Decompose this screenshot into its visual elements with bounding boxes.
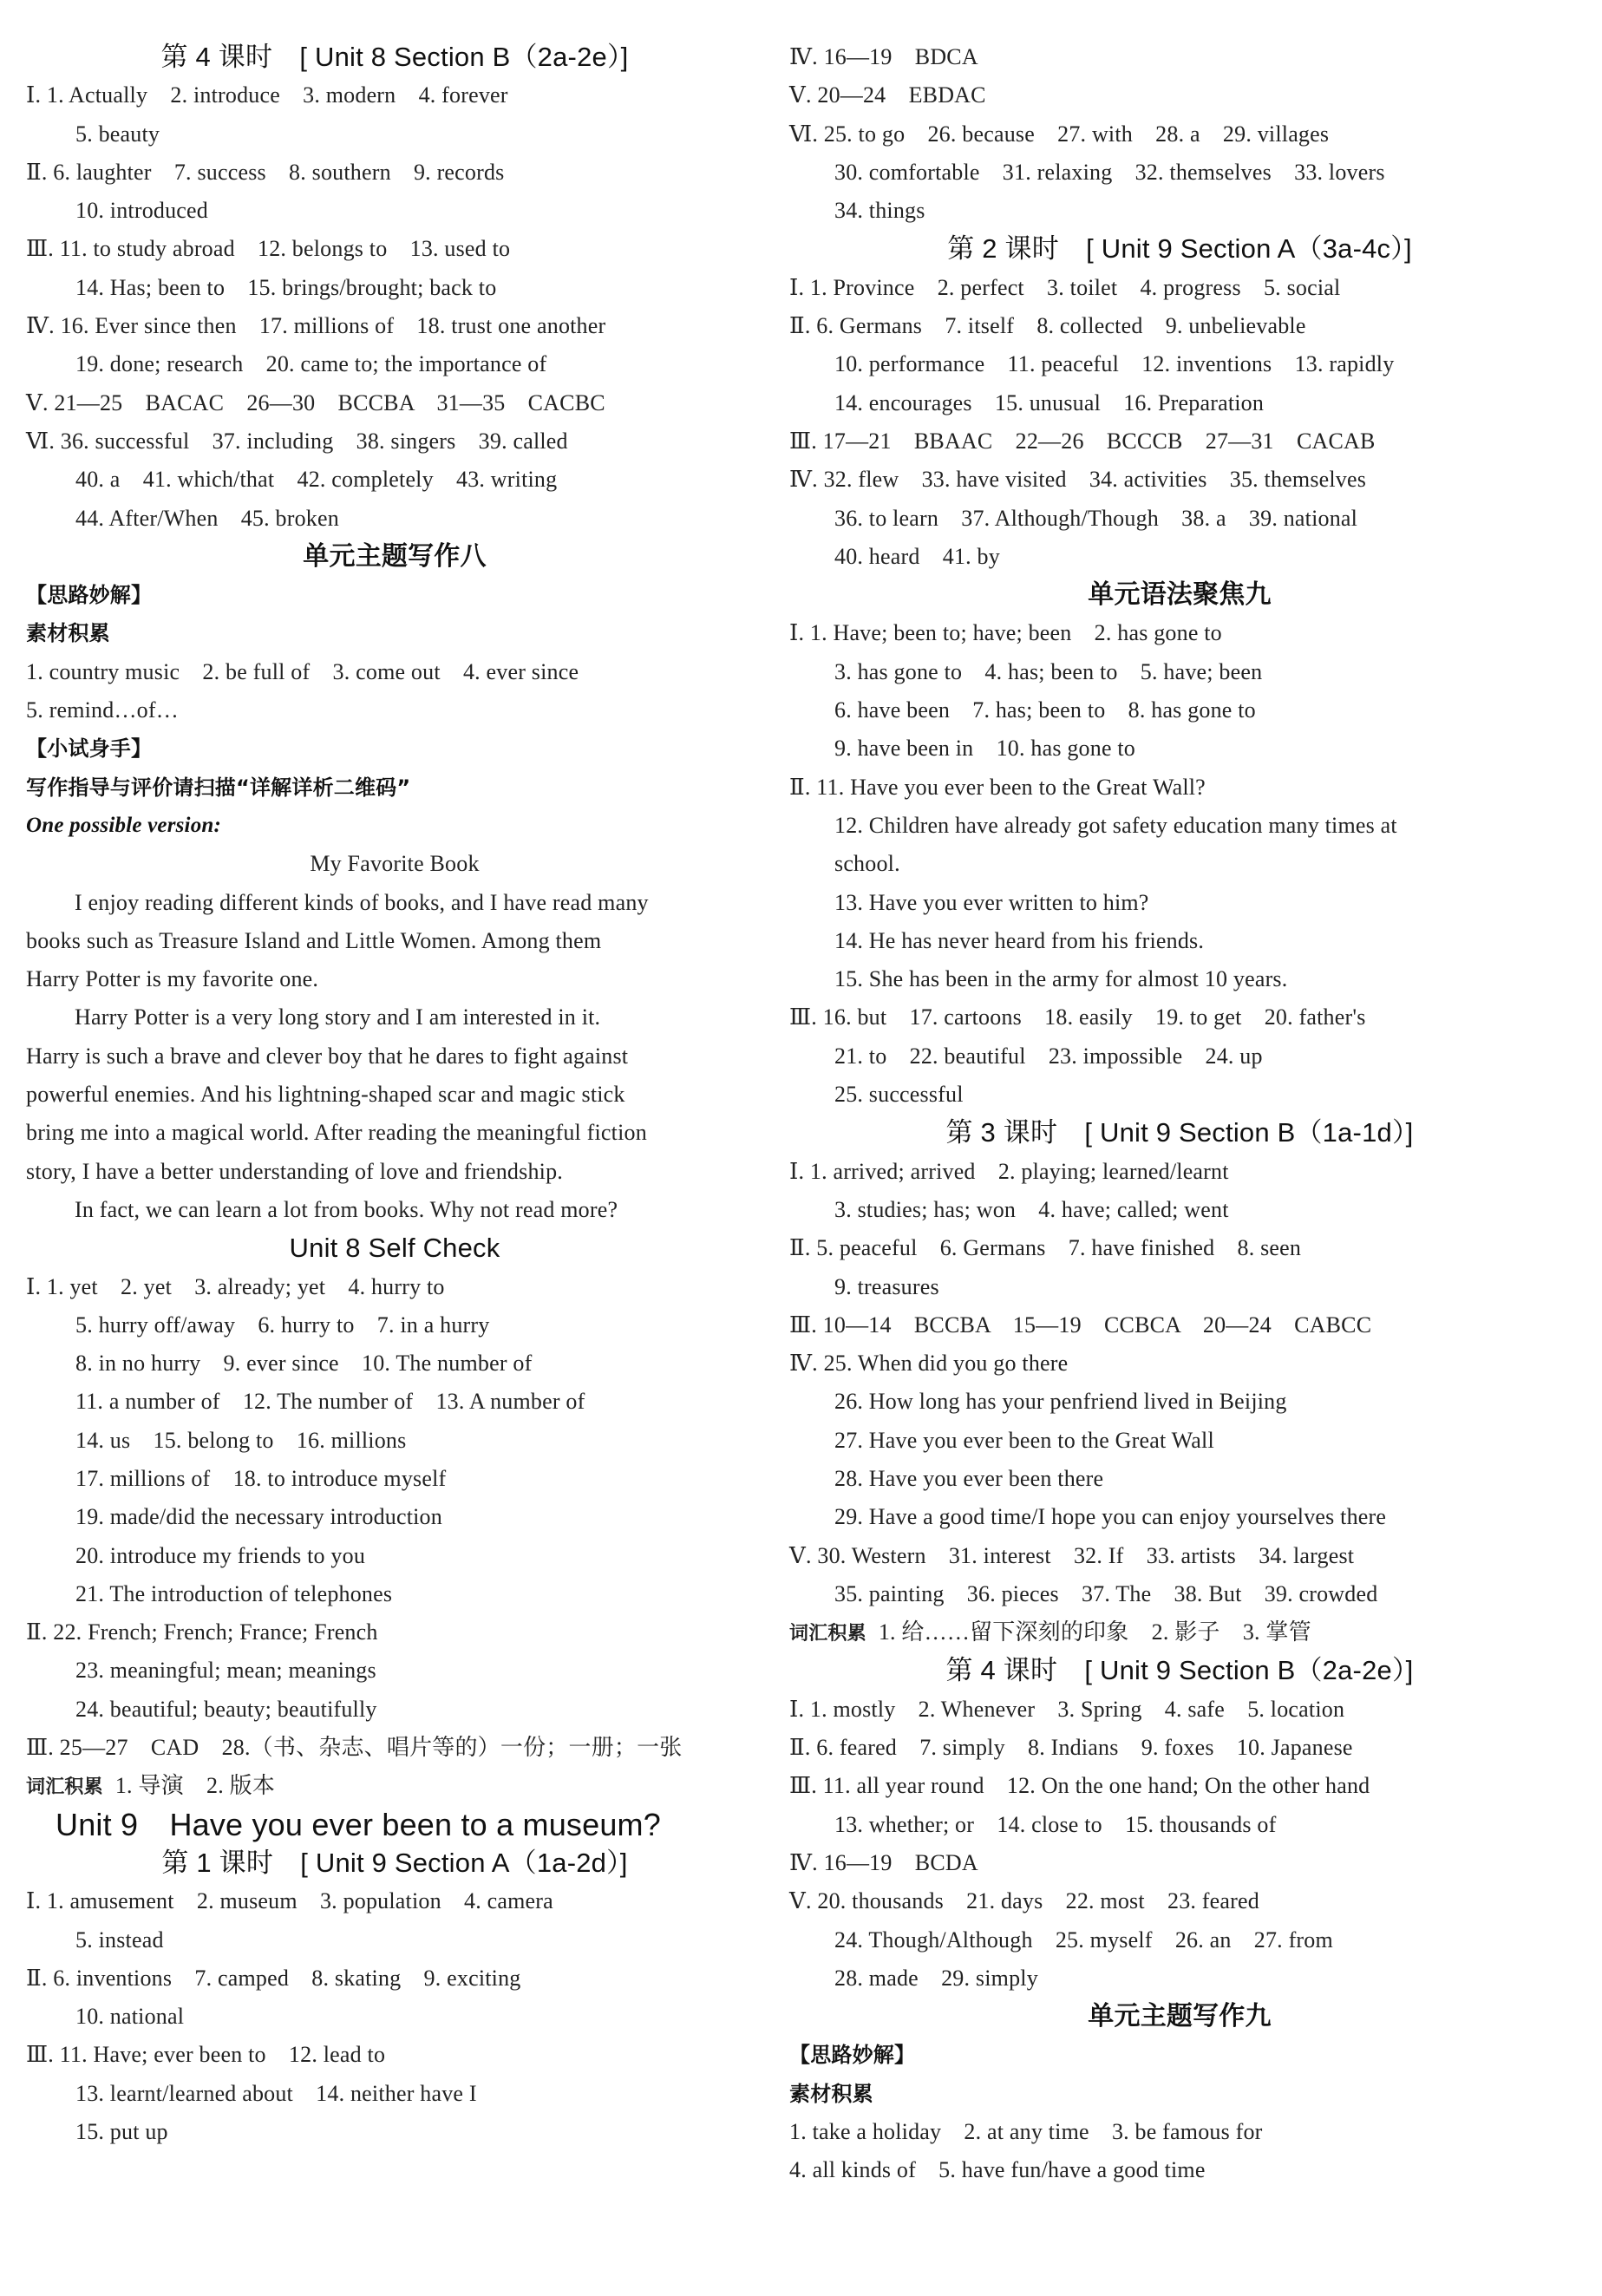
answer-line: Ⅰ. 1. amusement 2. museum 3. population 4. camera (26, 1888, 553, 1914)
answer-line: 40. a 41. which/that 42. completely 43. writing (75, 467, 558, 493)
answer-line: Ⅴ. 20—24 EBDAC (789, 82, 986, 108)
section-heading: Unit 8 Self Check (289, 1233, 500, 1264)
answer-line: 21. to 22. beautiful 23. impossible 24. up (834, 1043, 1263, 1069)
answer-line: Ⅱ. 11. Have you ever been to the Great Wall? (789, 774, 1206, 800)
answer-line: school. (834, 851, 900, 877)
answer-line: 【思路妙解】 (26, 583, 153, 608)
answer-line: Ⅳ. 16—19 BCDA (789, 1849, 978, 1875)
answer-line: 9. have been in 10. has gone to (834, 736, 1136, 762)
answer-line: 36. to learn 37. Although/Though 38. a 39. national (834, 505, 1358, 531)
answer-line: 5. beauty (75, 121, 160, 147)
section-heading: 单元语法聚焦九 (1088, 580, 1272, 610)
answer-line: 5. hurry off/away 6. hurry to 7. in a hurry (75, 1312, 490, 1338)
answer-line: books such as Treasure Island and Little Women. Among them (26, 927, 602, 953)
answer-line: 4. all kinds of 5. have fun/have a good time (789, 2157, 1206, 2183)
answer-line: Ⅲ. 16. but 17. cartoons 18. easily 19. to get 20. father's (789, 1004, 1366, 1030)
answer-line: Ⅳ. 32. flew 33. have visited 34. activities 35. themselves (789, 467, 1367, 493)
answer-line: Ⅳ. 16. Ever since then 17. millions of 18. trust one another (26, 313, 606, 339)
answer-line: 24. beautiful; beauty; beautifully (75, 1696, 377, 1722)
answer-line: Ⅱ. 6. inventions 7. camped 8. skating 9. exciting (26, 1965, 521, 1991)
answer-line (26, 1767, 763, 1805)
answer-line: 3. studies; has; won 4. have; called; went (834, 1196, 1229, 1222)
vocab-text: 1. 给……留下深刻的印象 2. 影子 3. 掌管 (878, 1619, 1311, 1645)
answer-line: 13. whether; or 14. close to 15. thousands of (834, 1811, 1277, 1837)
answer-line: 14. encourages 15. unusual 16. Preparation (834, 389, 1265, 415)
answer-line: Harry Potter is my favorite one. (26, 966, 319, 992)
answer-line: story, I have a better understanding of love and friendship. (26, 1158, 563, 1184)
answer-line: 10. performance 11. peaceful 12. inventions 13. rapidly (834, 351, 1395, 377)
answer-line: 1. country music 2. be full of 3. come out 4. ever since (26, 658, 579, 684)
answer-line: 44. After/When 45. broken (75, 505, 339, 531)
answer-line: 14. Has; been to 15. brings/brought; back to (75, 274, 497, 300)
section-heading: 第 2 课时 [ Unit 9 Section A（3a-4c）] (947, 233, 1412, 265)
answer-line: 素材积累 (789, 2081, 873, 2106)
answer-line: Ⅲ. 11. all year round 12. On the one hand; On the other hand (789, 1773, 1370, 1799)
answer-line: 34. things (834, 198, 925, 224)
answer-line: 24. Though/Although 25. myself 26. an 27. from (834, 1926, 1333, 1953)
answer-line: 29. Have a good time/I hope you can enjoy yourselves there (834, 1504, 1387, 1530)
answer-line: Ⅴ. 30. Western 31. interest 32. If 33. artists 34. largest (789, 1542, 1355, 1568)
answer-line: 20. introduce my friends to you (75, 1542, 366, 1568)
answer-line: 3. has gone to 4. has; been to 5. have; been (834, 658, 1263, 684)
answer-line: 17. millions of 18. to introduce myself (75, 1465, 447, 1491)
answer-line: Ⅴ. 21—25 BACAC 26—30 BCCBA 31—35 CACBC (26, 389, 605, 415)
answer-line: 13. Have you ever written to him? (834, 889, 1149, 915)
answer-line: 14. us 15. belong to 16. millions (75, 1427, 407, 1453)
answer-line: Ⅰ. 1. mostly 2. Whenever 3. Spring 4. safe 5. location (789, 1696, 1345, 1722)
answer-line: Ⅰ. 1. Actually 2. introduce 3. modern 4. forever (26, 82, 508, 108)
answer-line: 23. meaningful; mean; meanings (75, 1658, 376, 1684)
answer-line: 27. Have you ever been to the Great Wall (834, 1427, 1214, 1453)
answer-line: bring me into a magical world. After reading the meaningful fiction (26, 1120, 647, 1146)
answer-line: 【小试身手】 (26, 736, 153, 762)
answer-line: 【思路妙解】 (789, 2043, 916, 2068)
answer-line: 19. done; research 20. came to; the importance of (75, 351, 547, 377)
vocab-tag: 词汇积累 (26, 1776, 103, 1799)
answer-line: 5. remind…of… (26, 697, 179, 723)
answer-line: Ⅲ. 10—14 BCCBA 15—19 CCBCA 20—24 CABCC (789, 1312, 1372, 1338)
answer-line: Harry Potter is a very long story and I am interested in it. (75, 1004, 601, 1030)
answer-line: Ⅴ. 20. thousands 21. days 22. most 23. feared (789, 1888, 1259, 1914)
answer-line: Ⅱ. 6. laughter 7. success 8. southern 9. records (26, 159, 505, 185)
vocab-text: 1. 导演 2. 版本 (114, 1773, 276, 1799)
right-column (789, 38, 1570, 2190)
answer-line: 12. Children have already got safety education many times at (834, 812, 1397, 838)
section-heading: 单元主题写作九 (1088, 2002, 1272, 2031)
section-heading: 单元主题写作八 (303, 541, 487, 571)
answer-line: Ⅰ. 1. arrived; arrived 2. playing; learned/learnt (789, 1158, 1229, 1184)
answer-line: powerful enemies. And his lightning-shaped scar and magic stick (26, 1082, 625, 1108)
answer-line: Ⅰ. 1. Province 2. perfect 3. toilet 4. progress 5. social (789, 274, 1341, 300)
answer-line: 28. Have you ever been there (834, 1465, 1104, 1491)
answer-line: 30. comfortable 31. relaxing 32. themselves 33. lovers (834, 159, 1385, 185)
section-heading: 第 4 课时 [ Unit 8 Section B（2a-2e）] (160, 42, 629, 72)
answer-line: 13. learnt/learned about 14. neither have I (75, 2080, 477, 2106)
answer-line: Ⅵ. 25. to go 26. because 27. with 28. a 29. villages (789, 121, 1330, 147)
answer-line: 11. a number of 12. The number of 13. A number of (75, 1389, 585, 1415)
section-heading: 第 3 课时 [ Unit 9 Section B（1a-1d）] (945, 1117, 1414, 1148)
answer-line: Ⅰ. 1. Have; been to; have; been 2. has gone to (789, 620, 1222, 646)
answer-line: 19. made/did the necessary introduction (75, 1504, 442, 1530)
answer-line: Ⅱ. 6. feared 7. simply 8. Indians 9. foxes 10. Japanese (789, 1735, 1353, 1761)
answer-line: Ⅱ. 6. Germans 7. itself 8. collected 9. unbelievable (789, 313, 1306, 339)
answer-line: Ⅲ. 11. Have; ever been to 12. lead to (26, 2042, 386, 2068)
answer-line: Ⅲ. 11. to study abroad 12. belongs to 13. used to (26, 236, 511, 262)
answer-line: 1. take a holiday 2. at any time 3. be famous for (789, 2119, 1263, 2145)
answer-line: Harry is such a brave and clever boy that he dares to fight against (26, 1043, 629, 1069)
answer-line: Ⅱ. 5. peaceful 6. Germans 7. have finished 8. seen (789, 1235, 1302, 1261)
answer-line: Ⅳ. 16—19 BDCA (789, 44, 978, 69)
answer-line: 8. in no hurry 9. ever since 10. The number of (75, 1351, 533, 1377)
vocab-tag: 词汇积累 (789, 1623, 866, 1645)
answer-line: 15. She has been in the army for almost 10 years. (834, 966, 1288, 992)
answer-line: Ⅲ. 25—27 CAD 28.（书、杂志、唱片等的）一份；一册；一张 (26, 1735, 683, 1761)
answer-line: 写作指导与评价请扫描“详解详析二维码” (26, 775, 411, 800)
answer-line: I enjoy reading different kinds of books, and I have read many (75, 889, 649, 915)
answer-line: 6. have been 7. has; been to 8. has gone to (834, 697, 1256, 723)
answer-line: My Favorite Book (310, 851, 480, 877)
answer-line: 14. He has never heard from his friends. (834, 927, 1205, 953)
answer-line: 40. heard 41. by (834, 543, 1000, 569)
answer-line (789, 1613, 1570, 1652)
answer-line: Ⅵ. 36. successful 37. including 38. singers 39. called (26, 428, 568, 454)
left-column (26, 38, 763, 2151)
answer-line: One possible version: (26, 813, 222, 837)
answer-line: 素材积累 (26, 621, 110, 646)
section-heading: 第 4 课时 [ Unit 9 Section B（2a-2e）] (945, 1655, 1414, 1686)
section-heading: Unit 9 Have you ever been to a museum? (56, 1806, 661, 1842)
answer-line: In fact, we can learn a lot from books. Why not read more? (75, 1196, 618, 1222)
section-heading: 第 1 课时 [ Unit 9 Section A（1a-2d）] (161, 1847, 628, 1878)
answer-line: 25. successful (834, 1082, 964, 1108)
answer-line: 28. made 29. simply (834, 1965, 1038, 1991)
answer-line: 35. painting 36. pieces 37. The 38. But 39. crowded (834, 1580, 1378, 1606)
answer-line: 9. treasures (834, 1273, 939, 1299)
answer-line: 26. How long has your penfriend lived in Beijing (834, 1389, 1287, 1415)
answer-line: Ⅱ. 22. French; French; France; French (26, 1619, 378, 1645)
answer-line: 15. put up (75, 2119, 168, 2145)
answer-line: 5. instead (75, 1926, 164, 1953)
answer-line: 10. national (75, 2004, 185, 2030)
answer-line: Ⅲ. 17—21 BBAAC 22—26 BCCCB 27—31 CACAB (789, 428, 1376, 454)
answer-line: Ⅳ. 25. When did you go there (789, 1351, 1069, 1377)
answer-line: 21. The introduction of telephones (75, 1580, 393, 1606)
answer-line: Ⅰ. 1. yet 2. yet 3. already; yet 4. hurry to (26, 1273, 445, 1299)
answer-line: 10. introduced (75, 198, 208, 224)
